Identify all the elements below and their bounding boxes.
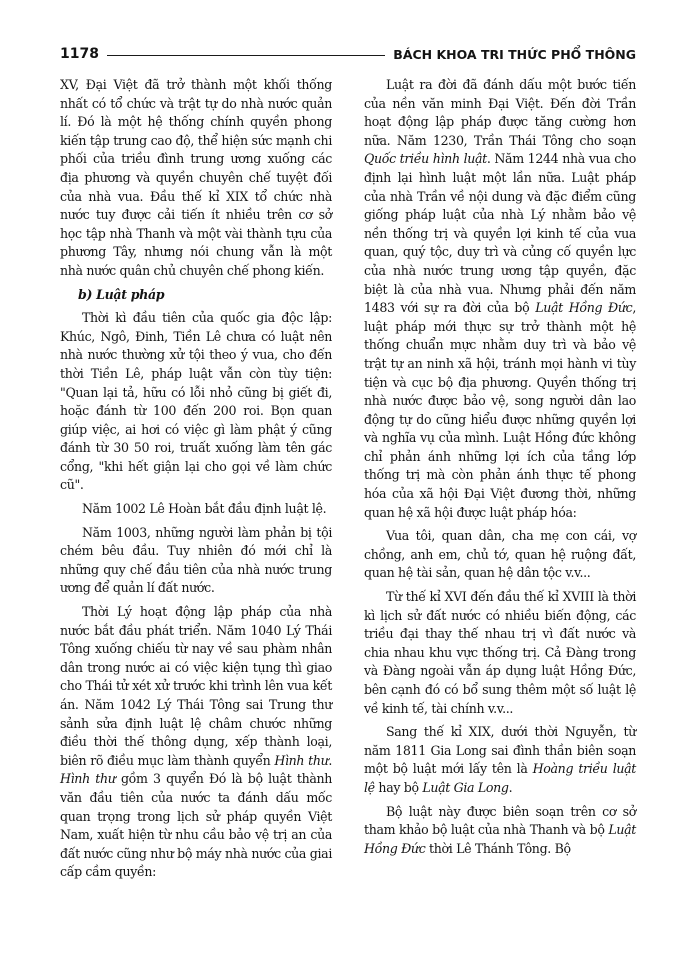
paragraph: Từ thế kỉ XVI đến đầu thế kỉ XVIII là thời kì lịch sử đất nước có nhiều biến động, các triều đại thay thế nhau trị vì đất nước và chia nhau khu vực thống trị. Cả Đàng trong và Đàng ngoài vẫn áp dụng luật Hồng Đức, bên cạnh đó có bổ sung thêm một số luật lệ về kinh tế, tài chính v.v... [364,589,636,716]
text-run: hay bộ [374,779,423,795]
left-column [60,76,332,887]
book-title: Luật Hồng Đức [535,300,633,316]
page-number: 1178 [60,46,99,62]
section-subheading: b) Luật pháp [78,286,165,302]
paragraph: Năm 1003, những người làm phản bị tội chém bêu đầu. Tuy nhiên đó mới chỉ là những quy chế đầu tiên của nhà nước trung ương để quản lí đất nước. [60,524,332,596]
book-title: Hình thư [274,752,329,768]
book-title: Hình thư [60,771,116,787]
book-title: Hoàng triều luật lệ [364,761,637,795]
paragraph: Vua tôi, quan dân, cha mẹ con cái, vợ chồng, anh em, chủ tớ, quan hệ ruộng đất, quan hệ tài sản, quan hệ dân tộc v.v... [364,528,636,581]
paragraph [364,803,636,859]
book-title: Luật Gia Long [422,779,509,795]
text-run: gồm 3 quyển Đó là bộ luật thành văn đầu tiên của nước ta đánh dấu mốc quan trọng trong lịch sử pháp quyền Việt Nam, xuất hiện từ nhu cầu bảo vệ trị an của đất nước cũng như bộ máy nhà nước của giai cấp cầm quyền: [60,771,333,880]
text-run: , luật pháp mới thực sự trở thành một hệ thống chuẩn mực nhằm duy trì và bảo vệ trật tự an ninh xã hội, tránh mọi hành vi tùy tiện và cục bộ địa phương. Quyền thống trị nhà nước được bảo vệ, song người dân lao động tự do cũng hiểu được những quyền lợi và nghĩa vụ của mình. Luật Hồng đức không chỉ phản ánh những lợi ích của tầng lớp thống trị mà còn phản ánh thực tế phong hóa của xã hội Đại Việt đương thời, những quan hệ xã hội được luật pháp hóa: [364,300,636,520]
book-title: Luật Hồng Đức [364,822,636,856]
text-run: Luật ra đời đã đánh dấu một bước tiến của nền văn minh Đại Việt. Đến đời Trần hoạt động lập pháp được tăng cường hơn nữa. Năm 1230, Trần Thái Tông cho soạn [364,77,636,148]
text-run: Thời Lý hoạt động lập pháp của nhà nước bắt đầu phát triển. Năm 1040 Lý Thái Tông xuống chiếu từ nay về sau phàm nhân dân trong nước ai có việc kiện tụng thì giao cho Thái tử xét xử trước khi trình lên vua kết án. Năm 1042 Lý Thái Tông sai Trung thư sảnh sửa định luật lệ châm chước những điều thời thế thông dụng, xếp thành loại, biên rõ điều mục làm thành quyển [60,604,332,768]
page-header [60,44,636,64]
text-run: Bộ luật này được biên soạn trên cơ sở tham khảo bộ luật của nhà Thanh và bộ [364,803,636,838]
paragraph [60,603,332,882]
text-run: . [508,779,513,795]
paragraph [364,76,636,522]
book-title: Quốc triều hình luật [364,151,487,167]
header-rule [107,55,385,56]
running-title: BÁCH KHOA TRI THỨC PHỔ THÔNG [393,46,636,62]
paragraph [364,723,636,797]
text-run: thời Lê Thánh Tông. Bộ [425,840,571,856]
text-run: . [328,752,333,768]
right-column [364,76,636,863]
paragraph: Thời kì đầu tiên của quốc gia độc lập: Khúc, Ngô, Đinh, Tiền Lê chưa có luật nên nhà nước thường xử tội theo ý vua, cho đến thời Tiền Lê, pháp luật vẫn còn tùy tiện: "Quan lại tả, hữu có lỗi nhỏ cũng bị giết đi, hoặc đánh từ 100 đến 200 roi. Bọn quan giúp việc, ai hơi có việc gì làm phật ý cũng đánh từ 30 50 roi, truất xuống làm tên gác cổng, "khi hết giận lại cho gọi về làm chức cũ". [60,310,332,493]
text-run: . Năm 1244 nhà vua cho định lại hình luật một lần nữa. Luật pháp của nhà Trần về nội dung và đặc điểm cũng giống pháp luật của nhà Lý nhằm bảo vệ nền thống trị và quyền lợi kinh tế của vua quan, quý tộc, duy trì và củng cố quyền lực của nhà nước trung ương tập quyền, đặc biệt là của nhà vua. Nhưng phải đến năm 1483 với sự ra đời của bộ [364,151,636,316]
text-run: Sang thế kỉ XIX, dưới thời Nguyễn, từ năm 1811 Gia Long sai đình thần biên soạn một bộ luật mới lấy tên là [364,724,636,777]
paragraph: Năm 1002 Lê Hoàn bắt đầu định luật lệ. [82,501,327,517]
paragraph: XV, Đại Việt đã trở thành một khối thống nhất có tổ chức và trật tự do nhà nước quản lí. Đó là một hệ thống chính quyền phong kiến tập trung cao độ, thể hiện sức mạnh chi phối của triều đình trung ương xuống các địa phương và quyền chuyên chế tuyệt đối của nhà vua. Đầu thế kỉ XIX tổ chức nhà nước tuy được cải tiến ít nhiều trên cơ sở học tập nhà Thanh và một vài thành tựu của phương Tây, nhưng nói chung vẫn là một nhà nước quân chủ chuyên chế phong kiến. [60,77,332,278]
